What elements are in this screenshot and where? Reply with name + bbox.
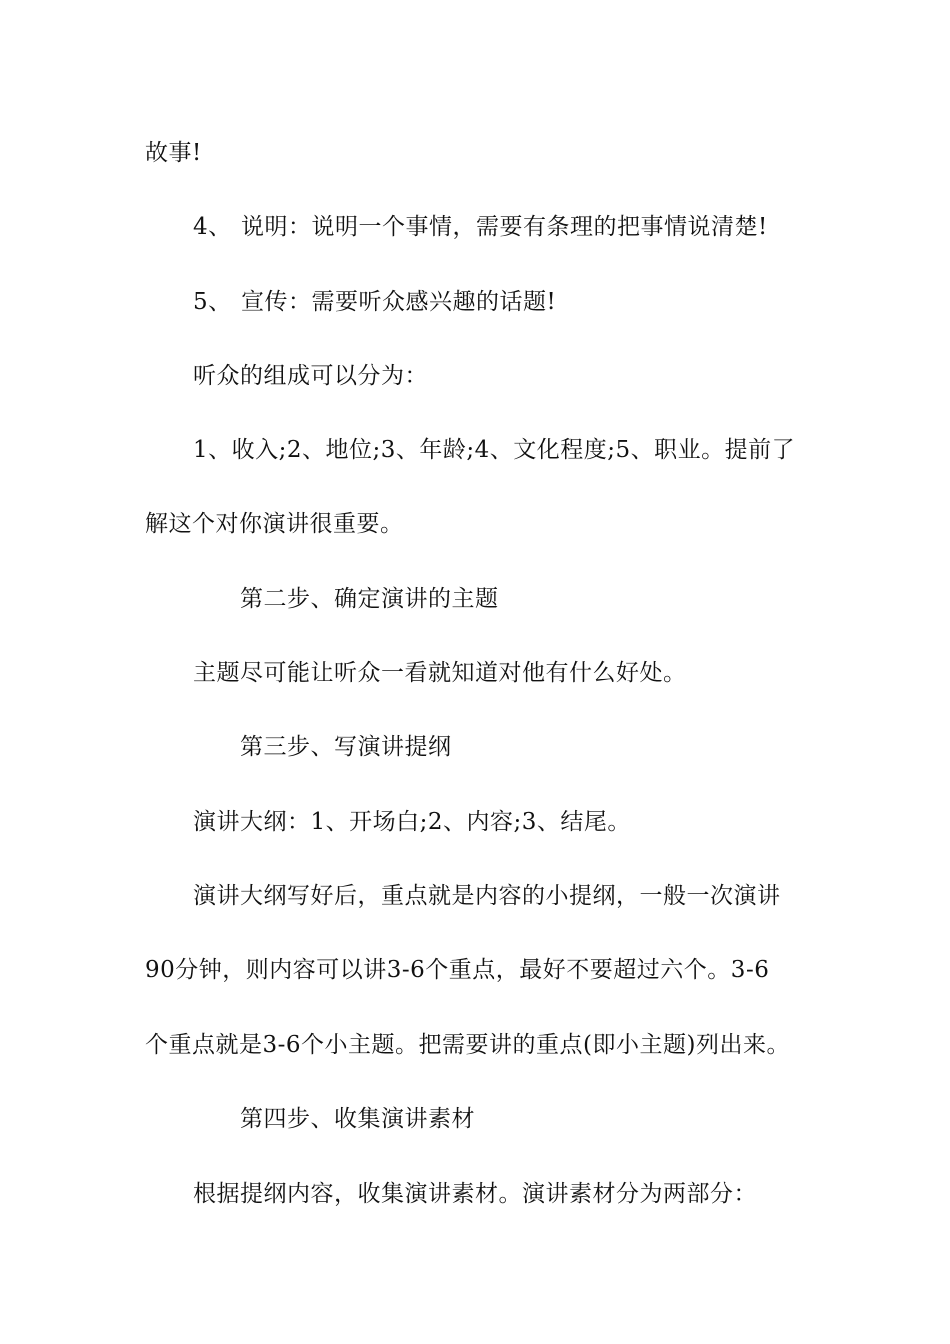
paragraph-line: 故事!: [145, 140, 202, 166]
paragraph-line: 90分钟，则内容可以讲3-6个重点，最好不要超过六个。3-6: [145, 957, 770, 983]
list-item-4: [193, 212, 768, 242]
paragraph-line: 演讲大纲写好后，重点就是内容的小提纲，一般一次演讲: [193, 883, 781, 909]
paragraph-line: 演讲大纲：1、开场白;2、内容;3、结尾。: [193, 809, 631, 835]
section-heading: 第三步、写演讲提纲: [240, 734, 452, 760]
section-heading: 第四步、收集演讲素材: [240, 1106, 475, 1132]
list-item-text: 说明：说明一个事情，需要有条理的把事情说清楚!: [241, 214, 768, 240]
paragraph-line: 主题尽可能让听众一看就知道对他有什么好处。: [193, 660, 687, 686]
paragraph-line: 听众的组成可以分为：: [193, 363, 428, 389]
paragraph-line: 解这个对你演讲很重要。: [145, 511, 404, 537]
paragraph-line: 1、收入;2、地位;3、年龄;4、文化程度;5、职业。提前了: [193, 437, 796, 463]
paragraph-line: 根据提纲内容，收集演讲素材。演讲素材分为两部分：: [193, 1181, 757, 1207]
list-item-5: [193, 287, 556, 317]
paragraph-line: 个重点就是3-6个小主题。把需要讲的重点(即小主题)列出来。: [145, 1032, 790, 1058]
list-number: 5、: [193, 289, 232, 315]
list-number: 4、: [193, 214, 232, 240]
list-item-text: 宣传：需要听众感兴趣的话题!: [241, 289, 557, 315]
section-heading: 第二步、确定演讲的主题: [240, 586, 499, 612]
